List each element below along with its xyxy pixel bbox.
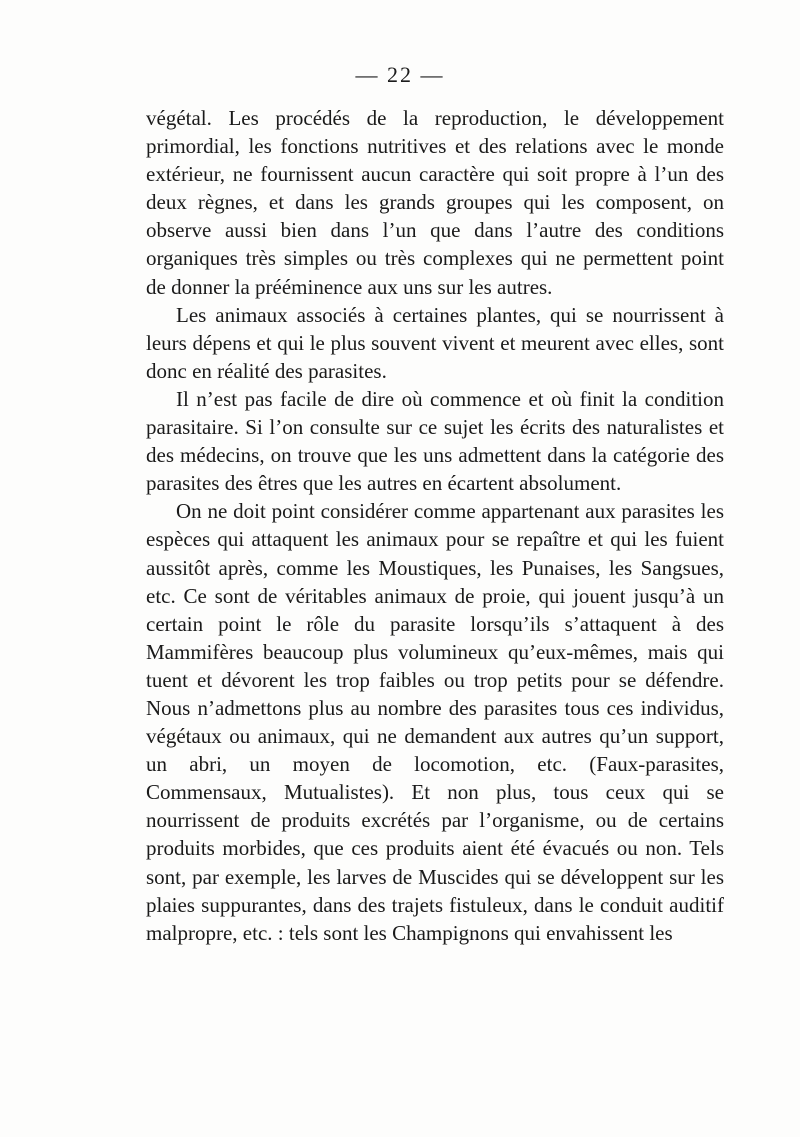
paragraph-continuation: végétal. Les procédés de la reproduction, le développement primordial, les fonctions nutritives et des relations avec le monde extérieur, ne fournissent aucun caractère qui soit propre à l’un des deux règnes, et dans les grands groupes qui les composent, on observe aussi bien dans l’un que dans l’autre des conditions organiques très simples ou très complexes qui ne permettent point de donner la prééminence aux uns sur les autres. — [146, 106, 724, 299]
paragraph-animaux-associes: Les animaux associés à certaines plantes, qui se nourrissent à leurs dépens et qui le plus souvent vivent et meurent avec elles, sont donc en réalité des parasites. — [146, 302, 724, 383]
page-number: — 22 — — [355, 62, 445, 87]
paragraph-condition-parasitaire: Il n’est pas facile de dire où commence et où finit la condition parasitaire. Si l’on consulte sur ce sujet les écrits des naturalistes et des médecins, on trouve que les uns admettent dans la catégorie des parasites des êtres que les autres en écartent absolument. — [146, 386, 724, 496]
paragraph-faux-parasites: On ne doit point considérer comme appartenant aux parasites les espèces qui attaquent les animaux pour se repaître et qui les fuient aussitôt après, comme les Moustiques, les Punaises, les Sangsues, etc. Ce sont de véritables animaux de proie, qui jouent jusqu’à un certain point le rôle du parasite lorsqu’ils s’attaquent à des Mammifères beaucoup plus volumineux qu’eux-mêmes, mais qui tuent et dévorent les trop faibles ou trop petits pour se défendre. Nous n’admettons plus au nombre des parasites tous ces individus, végétaux ou animaux, qui ne demandent aux autres qu’un support, un abri, un moyen de locomotion, etc. (Faux-parasites, Commensaux, Mutualistes). Et non plus, tous ceux qui se nourrissent de produits excrétés par l’organisme, ou de certains produits morbides, que ces produits aient été évacués ou non. Tels sont, par exemple, les larves de Muscides qui se développent sur les plaies suppurantes, dans des trajets fistuleux, dans le conduit auditif malpropre, etc. : tels sont les Champignons qui envahissent les — [146, 499, 724, 945]
body-text — [146, 104, 724, 947]
